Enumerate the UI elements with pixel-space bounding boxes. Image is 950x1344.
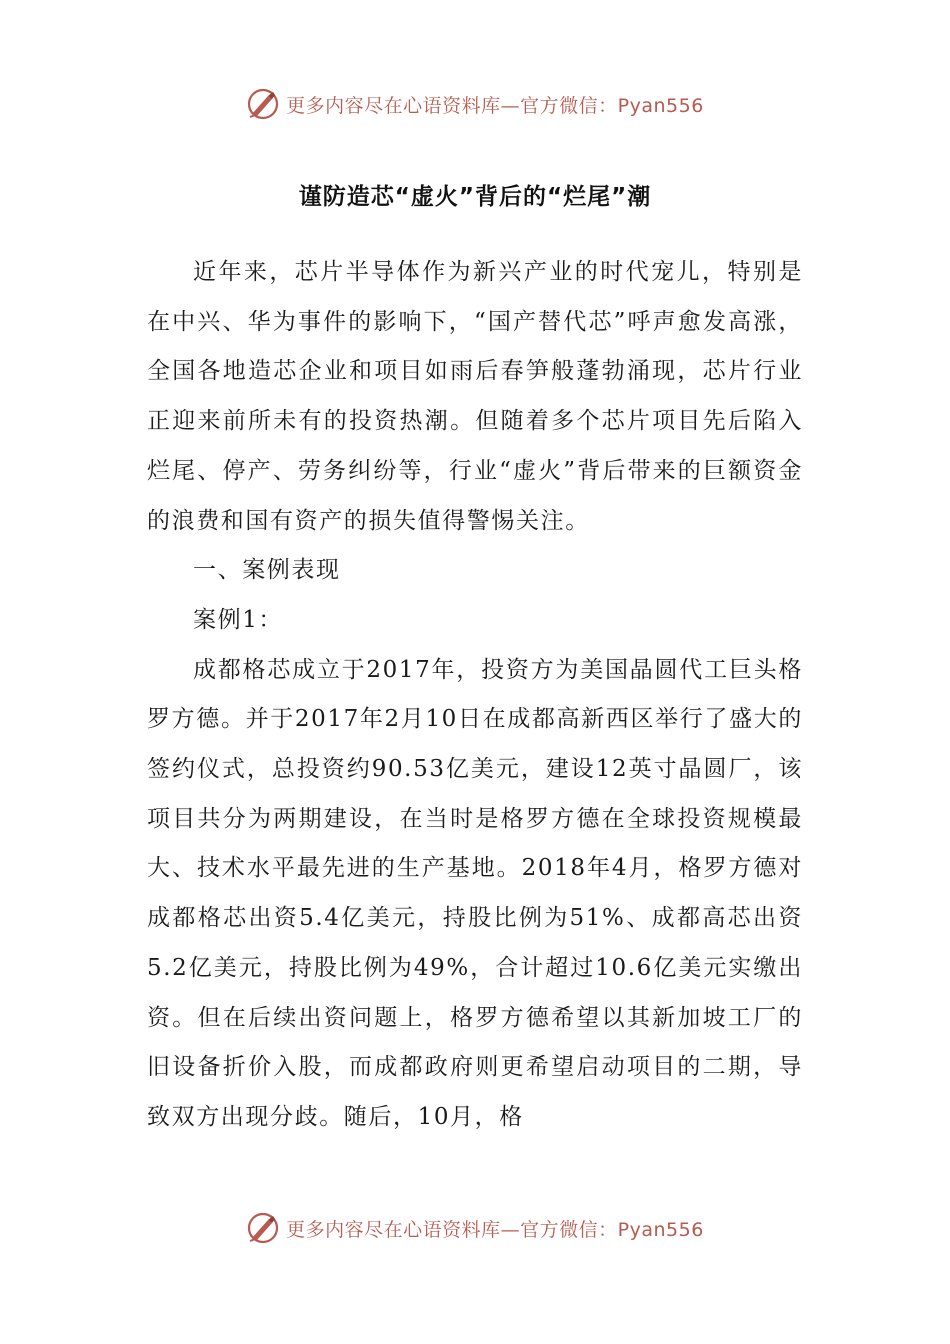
document-body <box>147 248 803 1143</box>
section-heading: 一、案例表现 <box>193 557 341 584</box>
wechat-id: Pyan556 <box>617 1218 704 1241</box>
pen-logo-icon <box>246 87 280 121</box>
header-watermark-banner <box>0 84 950 124</box>
wechat-id: Pyan556 <box>617 94 704 117</box>
paragraph-case-1: 成都格芯成立于2017年，投资方为美国晶圆代工巨头格罗方德。并于2017年2月10日在成都高新西区举行了盛大的签约仪式，总投资约90.53亿美元，建设12英寸晶圆厂，该项目共分为两期建设，在当时是格罗方德在全球投资规模最大、技术水平最先进的生产基地。2018年4月，格罗方德对成都格芯出资5.4亿美元，持股比例为51%、成都高芯出资5.2亿美元，持股比例为49%，合计超过10.6亿美元实缴出资。但在后续出资问题上，格罗方德希望以其新加坡工厂的旧设备折价入股，而成都政府则更希望启动项目的二期，导致双方出现分歧。随后，10月，格 <box>147 656 803 1130</box>
case-label: 案例1： <box>193 606 284 633</box>
pen-logo-icon <box>246 1211 280 1245</box>
document-title: 谨防造芯“虚火”背后的“烂尾”潮 <box>298 184 652 210</box>
paragraph-intro: 近年来，芯片半导体作为新兴产业的时代宠儿，特别是在中兴、华为事件的影响下，“国产替代芯”呼声愈发高涨，全国各地造芯企业和项目如雨后春笋般蓬勃涌现，芯片行业正迎来前所未有的投资热潮。但随着多个芯片项目先后陷入烂尾、停产、劳务纠纷等，行业“虚火”背后带来的巨额资金的浪费和国有资产的损失值得警惕关注。 <box>147 259 803 534</box>
footer-watermark-banner <box>0 1208 950 1248</box>
watermark-text: 更多内容尽在心语资料库—官方微信：Pyan556 <box>286 1218 704 1241</box>
watermark-text: 更多内容尽在心语资料库—官方微信：Pyan556 <box>286 94 704 117</box>
